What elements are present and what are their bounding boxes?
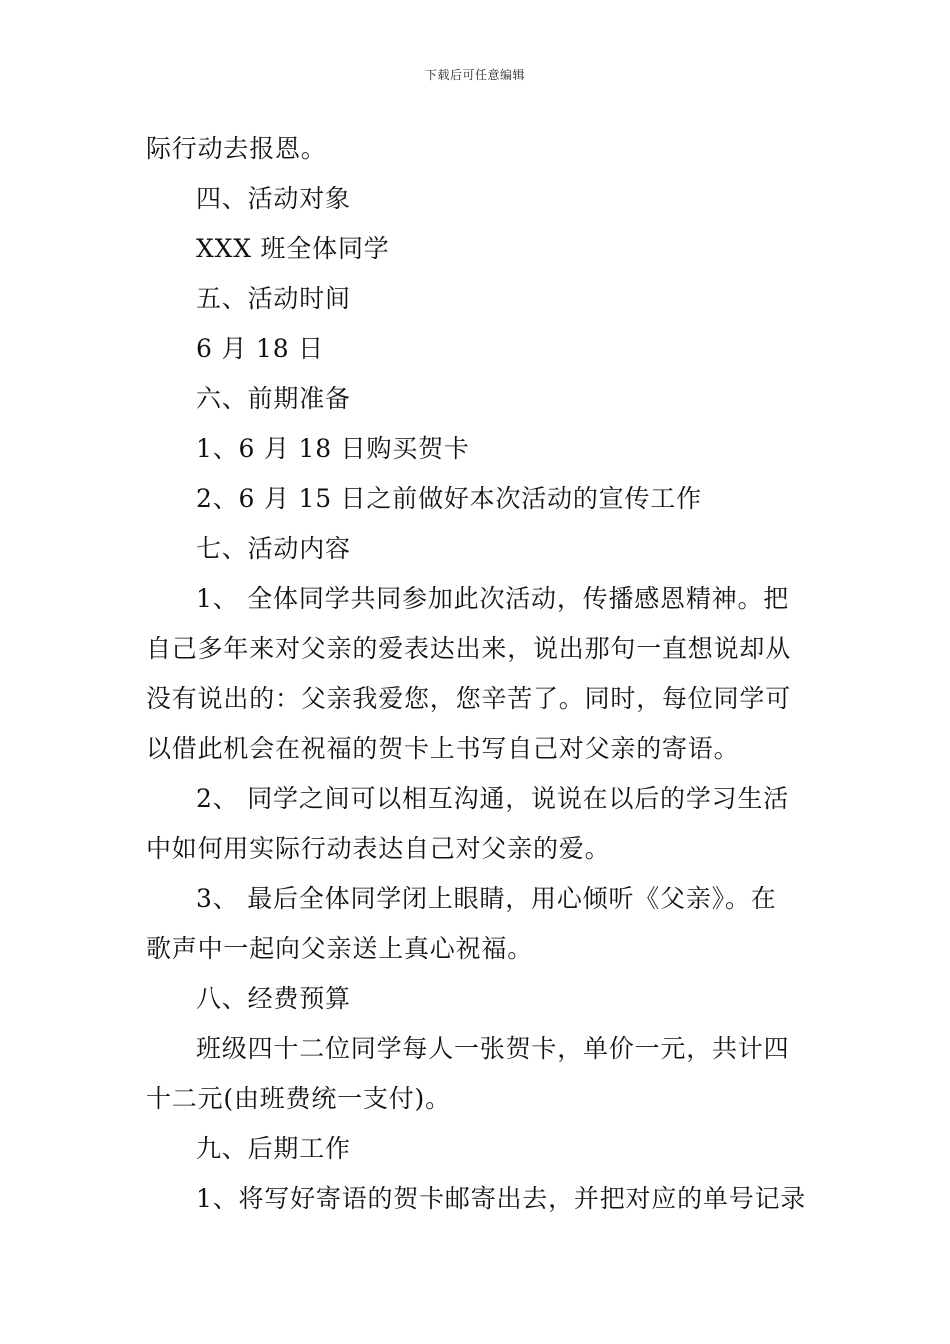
- text-line: 以借此机会在祝福的贺卡上书写自己对父亲的寄语。: [146, 734, 740, 763]
- text-line: 自己多年来对父亲的爱表达出来，说出那句一直想说却从: [146, 634, 792, 663]
- text-line: 1、将写好寄语的贺卡邮寄出去，并把对应的单号记录: [196, 1184, 807, 1213]
- text-line: 2、6 月 15 日之前做好本次活动的宣传工作: [196, 484, 702, 513]
- text-line: 十二元(由班费统一支付)。: [146, 1084, 451, 1113]
- text-line: XXX 班全体同学: [196, 234, 390, 263]
- text-line: 没有说出的：父亲我爱您，您辛苦了。同时，每位同学可: [146, 684, 792, 713]
- text-line: 班级四十二位同学每人一张贺卡，单价一元，共计四: [196, 1034, 790, 1063]
- text-line: 6 月 18 日: [196, 334, 324, 363]
- text-line: 七、活动内容: [196, 534, 351, 563]
- text-line: 际行动去报恩。: [146, 134, 327, 163]
- text-line: 九、后期工作: [196, 1134, 351, 1163]
- header-note: 下载后可任意编辑: [424, 68, 525, 82]
- document-body: [146, 124, 810, 1224]
- text-line: 1、6 月 18 日购买贺卡: [196, 434, 470, 463]
- text-line: 八、经费预算: [196, 984, 351, 1013]
- text-line: 四、活动对象: [196, 184, 351, 213]
- text-line: 3、 最后全体同学闭上眼睛，用心倾听《父亲》。在: [196, 884, 777, 913]
- text-line: 1、 全体同学共同参加此次活动，传播感恩精神。把: [196, 584, 790, 613]
- text-line: 歌声中一起向父亲送上真心祝福。: [146, 934, 534, 963]
- text-line: 2、 同学之间可以相互沟通，说说在以后的学习生活: [196, 784, 790, 813]
- text-line: 五、活动时间: [196, 284, 351, 313]
- text-line: 中如何用实际行动表达自己对父亲的爱。: [146, 834, 611, 863]
- text-line: 六、前期准备: [196, 384, 351, 413]
